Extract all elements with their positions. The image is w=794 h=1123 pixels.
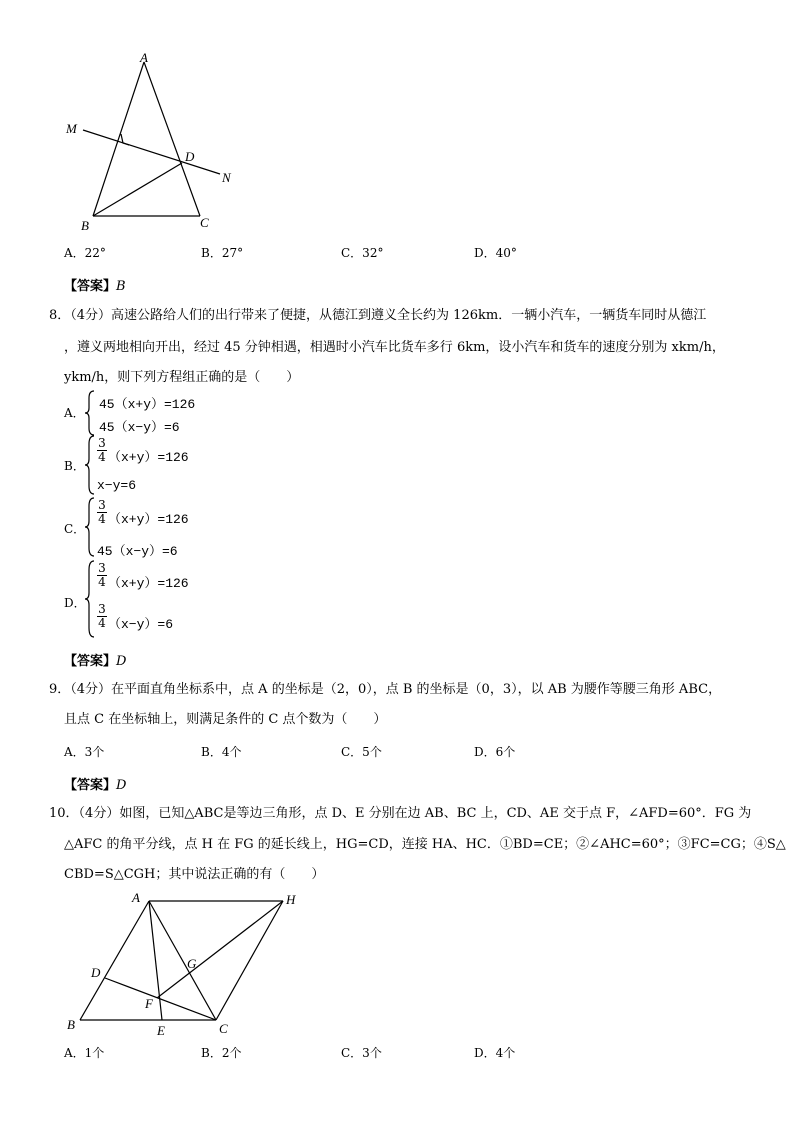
q10-label-D: D bbox=[91, 965, 101, 980]
q10-label-E: E bbox=[157, 1023, 165, 1038]
q8-option-d-brace bbox=[84, 560, 96, 638]
q8-option-c-eq2: 45（x−y）=6 bbox=[97, 544, 178, 559]
q8-option-d-den-1: 4 bbox=[98, 575, 106, 589]
q9-option-c: C．5个 bbox=[341, 745, 382, 759]
q8-option-a-eq2: 45（x−y）=6 bbox=[99, 420, 180, 435]
q7-figure bbox=[60, 48, 250, 238]
q10-figure bbox=[60, 888, 320, 1040]
q9-option-a: A．3个 bbox=[64, 745, 105, 759]
q8-line-2: ，遵义两地相向开出，经过 45 分钟相遇，相遇时小汽车比货车多行 6km，设小汽车和货车的速度分别为 xkm/h， bbox=[64, 340, 725, 355]
q10-label-B: B bbox=[67, 1017, 75, 1032]
q7-option-c: C．32° bbox=[341, 246, 384, 260]
q8-option-b-eq1: （x+y）=126 bbox=[108, 450, 189, 465]
q10-line-2: △AFC 的角平分线，点 H 在 FG 的延长线上，HG=CD，连接 HA、HC．①BD=CE；②∠AHC=60°；③FC=CG；④S△ bbox=[64, 837, 786, 852]
q10-option-d: D．4个 bbox=[474, 1046, 516, 1060]
q7-label-D: D bbox=[185, 149, 195, 164]
q8-option-d-eq1: （x+y）=126 bbox=[108, 576, 189, 591]
q8-option-d-num-1: 3 bbox=[98, 561, 106, 575]
q10-label-A: A bbox=[132, 890, 140, 905]
q8-answer bbox=[64, 650, 126, 669]
q9-answer-label: 【答案】 bbox=[64, 778, 117, 793]
q7-answer-value: B bbox=[116, 279, 126, 294]
q8-option-d-fraction-2 bbox=[97, 603, 107, 630]
q8-option-b-fraction bbox=[97, 437, 107, 464]
q9-option-d: D．6个 bbox=[474, 745, 516, 759]
q8-option-a-brace bbox=[84, 390, 96, 436]
q9-line-2: 且点 C 在坐标轴上，则满足条件的 C 点个数为（ ） bbox=[64, 712, 387, 727]
q8-option-d-label: D． bbox=[64, 596, 86, 610]
q9-answer bbox=[64, 774, 126, 793]
q8-option-b-eq2: x−y=6 bbox=[97, 478, 137, 493]
q8-option-c-label: C． bbox=[64, 522, 86, 536]
q8-option-c-eq1: （x+y）=126 bbox=[108, 512, 189, 527]
q8-line-1: 8．（4分）高速公路给人们的出行带来了便捷，从德江到遵义全长约为 126km．一辆小汽车，一辆货车同时从德江 bbox=[49, 308, 707, 323]
q8-option-c-num: 3 bbox=[98, 498, 106, 512]
q8-option-b-brace bbox=[84, 435, 96, 495]
q8-option-c-den: 4 bbox=[98, 512, 106, 526]
q8-option-b-den: 4 bbox=[98, 450, 106, 464]
q8-option-c-fraction bbox=[97, 499, 107, 526]
q7-option-b: B．27° bbox=[201, 246, 244, 260]
q7-answer-label: 【答案】 bbox=[64, 279, 117, 294]
q10-label-H: H bbox=[286, 892, 296, 907]
q8-option-d-den-2: 4 bbox=[98, 616, 106, 630]
q10-line-3: CBD=S△CGH；其中说法正确的有（ ） bbox=[64, 867, 325, 882]
q7-option-d: D．40° bbox=[474, 246, 517, 260]
q8-option-b-label: B． bbox=[64, 459, 85, 473]
q7-label-M: M bbox=[66, 121, 77, 136]
q8-option-d-eq2: （x−y）=6 bbox=[108, 617, 174, 632]
q8-option-b-num: 3 bbox=[98, 436, 106, 450]
q9-option-b: B．4个 bbox=[201, 745, 242, 759]
q10-label-F: F bbox=[145, 996, 153, 1011]
q8-option-a-eq1: 45（x+y）=126 bbox=[99, 397, 196, 412]
q8-option-c-brace bbox=[84, 497, 96, 557]
q9-line-1: 9．（4分）在平面直角坐标系中，点 A 的坐标是（2，0），点 B 的坐标是（0，3），以 AB 为腰作等腰三角形 ABC， bbox=[49, 682, 722, 697]
q10-line-1: 10．（4分）如图，已知△ABC是等边三角形，点 D、E 分别在边 AB、BC 上，CD、AE 交于点 F，∠AFD=60°．FG 为 bbox=[49, 806, 752, 821]
q7-label-C: C bbox=[200, 215, 209, 230]
q7-label-N: N bbox=[222, 170, 231, 185]
q10-label-G: G bbox=[187, 956, 197, 971]
q10-option-a: A．1个 bbox=[64, 1046, 105, 1060]
q8-option-d-num-2: 3 bbox=[98, 602, 106, 616]
q8-line-3: ykm/h，则下列方程组正确的是（ ） bbox=[64, 370, 300, 385]
q7-option-a: A．22° bbox=[64, 246, 106, 260]
q8-option-a-label: A． bbox=[64, 406, 85, 420]
q8-option-d-fraction-1 bbox=[97, 562, 107, 589]
q10-option-b: B．2个 bbox=[201, 1046, 242, 1060]
q9-answer-value: D bbox=[116, 778, 127, 793]
q10-option-c: C．3个 bbox=[341, 1046, 382, 1060]
q8-answer-value: D bbox=[116, 654, 127, 669]
q7-label-B: B bbox=[81, 218, 89, 233]
q8-answer-label: 【答案】 bbox=[64, 654, 117, 669]
q10-label-C: C bbox=[219, 1021, 228, 1036]
q7-answer bbox=[64, 275, 126, 294]
q7-label-A: A bbox=[140, 50, 148, 65]
